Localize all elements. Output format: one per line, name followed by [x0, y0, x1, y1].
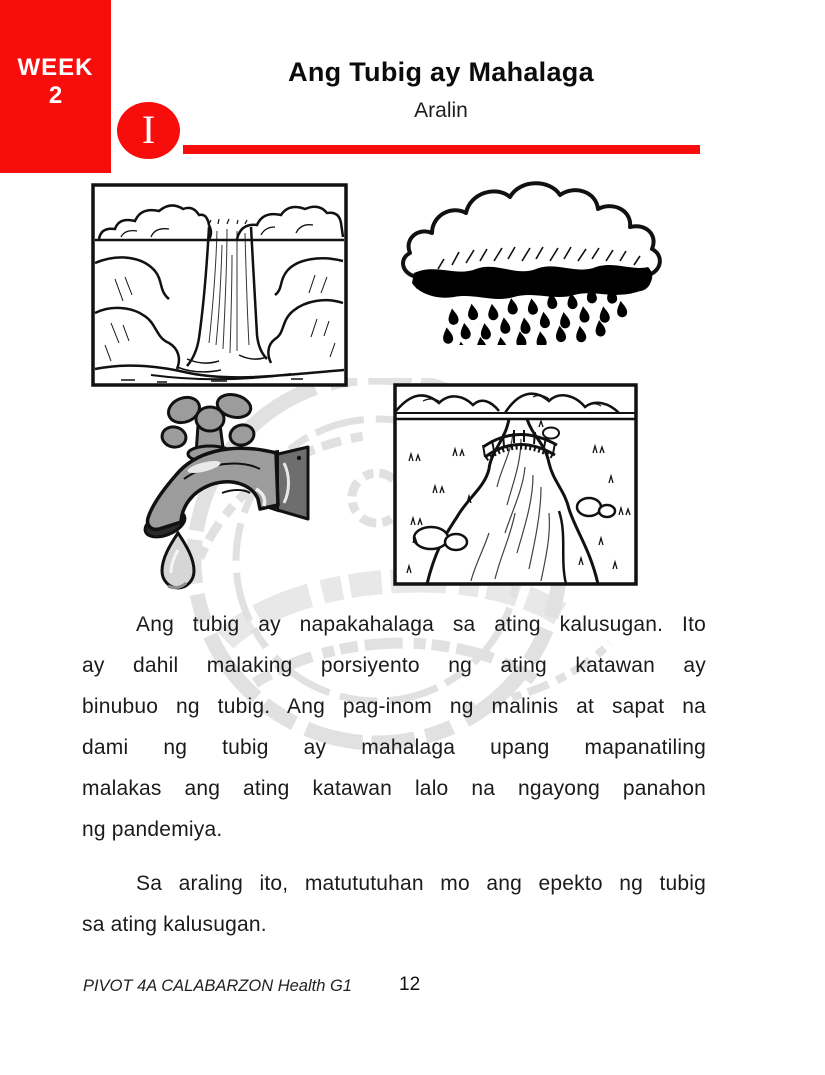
section-marker-circle [117, 102, 180, 159]
page-title: Ang Tubig ay Mahalaga [288, 57, 594, 87]
paragraph [82, 863, 706, 945]
river-with-bridge-illustration [393, 383, 638, 586]
text-line: dami ng tubig ay mahalaga upang mapanatiling [82, 736, 706, 759]
text-line: ng pandemiya. [82, 818, 223, 841]
text-line: Sa araling ito, matututuhan mo ang epekto ng tubig [136, 872, 706, 895]
rain-cloud-illustration [396, 177, 674, 345]
body-text [82, 604, 706, 945]
page-subtitle: Aralin [414, 99, 468, 122]
section-marker-letter: I [141, 106, 156, 152]
dripping-faucet-illustration [138, 393, 310, 598]
waterfall-illustration [91, 183, 348, 387]
week-number: 2 [48, 82, 63, 109]
text-line: sa ating kalusugan. [82, 913, 267, 936]
footer-source: PIVOT 4A CALABARZON Health G1 [83, 977, 352, 995]
text-line: binubuo ng tubig. Ang pag-inom ng malinis at sapat na [82, 695, 706, 718]
page-number: 12 [399, 974, 421, 995]
text-line: ay dahil malaking porsiyento ng ating katawan ay [82, 654, 706, 677]
paragraph [82, 604, 706, 850]
text-line: Ang tubig ay napakahalaga sa ating kalusugan. Ito [136, 613, 706, 636]
week-badge [0, 0, 111, 173]
text-line: malakas ang ating katawan lalo na ngayong panahon [82, 777, 706, 800]
section-divider-line [183, 145, 700, 154]
week-label: WEEK [17, 54, 94, 81]
